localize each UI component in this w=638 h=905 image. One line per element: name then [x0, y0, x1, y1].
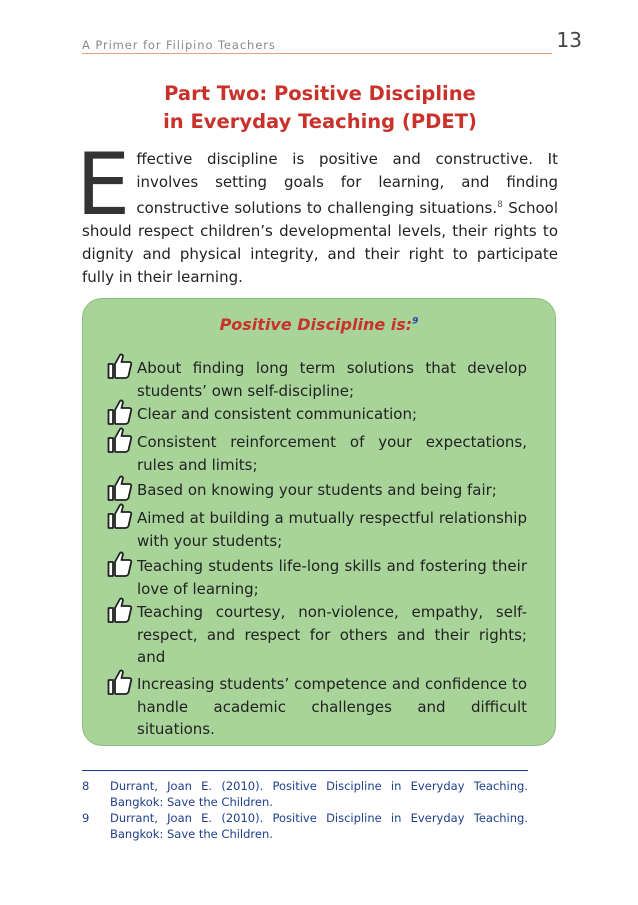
list-item: [83, 357, 527, 402]
list-item: [83, 673, 527, 741]
thumbs-up-icon: [105, 549, 135, 579]
list-item: [83, 431, 527, 476]
thumbs-up-icon: [105, 501, 135, 531]
thumbs-up-icon: [105, 351, 135, 381]
list-item-text: Increasing students’ competence and confidence to handle academic challenges and difficult situations.: [137, 675, 527, 738]
footnote-number: 8: [82, 779, 90, 793]
header-rule: [82, 53, 552, 54]
section-title-line-2: in Everyday Teaching (PDET): [163, 110, 477, 133]
footnote-8: [82, 778, 528, 810]
thumbs-up-icon: [105, 397, 135, 427]
list-item: [83, 479, 527, 502]
thumbs-up-icon: [105, 667, 135, 697]
intro-paragraph: [76, 135, 558, 289]
section-title: [60, 80, 580, 136]
list-item-text: About finding long term solutions that develop students’ own self-discipline;: [137, 359, 527, 400]
box-title: [83, 315, 555, 334]
list-item-text: Consistent reinforcement of your expectations, rules and limits;: [137, 433, 527, 474]
footnote-text: Durrant, Joan E. (2010). Positive Discipline in Everyday Teaching. Bangkok: Save the Children.: [110, 779, 528, 809]
list-item: [83, 601, 527, 669]
footnote-ref-8[interactable]: 8: [497, 200, 503, 210]
box-title-text: Positive Discipline is:: [219, 315, 413, 334]
thumbs-up-icon: [105, 595, 135, 625]
list-item-text: Based on knowing your students and being fair;: [137, 481, 497, 499]
running-header-title: A Primer for Filipino Teachers: [82, 38, 276, 52]
list-item: [83, 403, 527, 426]
list-item-text: Aimed at building a mutually respectful relationship with your students;: [137, 509, 527, 550]
list-item-text: Clear and consistent communication;: [137, 405, 418, 423]
section-title-line-1: Part Two: Positive Discipline: [164, 82, 476, 105]
thumbs-up-icon: [105, 473, 135, 503]
list-item: [83, 555, 527, 600]
footnote-9: [82, 810, 528, 842]
list-item-text: Teaching students life-long skills and fostering their love of learning;: [137, 557, 527, 598]
drop-cap: E: [76, 135, 131, 235]
running-header: [82, 30, 582, 54]
intro-text-continued: School should respect children’s developmental levels, their rights to dignity and physical integrity, and their right to participate fully in their learning.: [82, 199, 558, 286]
intro-text: ffective discipline is positive and constructive. It involves setting goals for learning, and finding constructive solutions to challenging situations.: [136, 150, 558, 217]
list-item-text: Teaching courtesy, non-violence, empathy, self-respect, and respect for others and their rights; and: [137, 603, 527, 666]
positive-discipline-box: [82, 298, 556, 746]
footnote-number: 9: [82, 811, 90, 825]
footnote-ref-9[interactable]: 9: [412, 316, 419, 327]
page-number: 13: [556, 28, 582, 52]
footnote-text: Durrant, Joan E. (2010). Positive Discipline in Everyday Teaching. Bangkok: Save the Children.: [110, 811, 528, 841]
footnote-rule: [82, 770, 528, 771]
list-item: [83, 507, 527, 552]
thumbs-up-icon: [105, 425, 135, 455]
